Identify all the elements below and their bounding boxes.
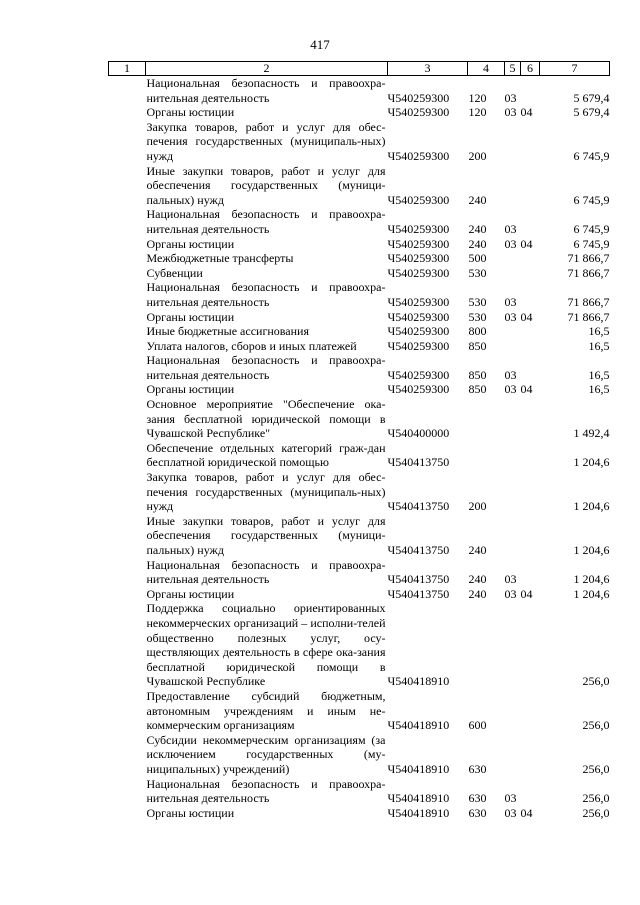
amount: 1 204,6 — [573, 543, 610, 557]
section-code — [505, 164, 521, 208]
row-number-cell — [109, 237, 146, 252]
expense-type: 530 — [468, 309, 487, 324]
expense-type: 120 — [468, 105, 487, 120]
item-name: Обеспечение отдельных категорий граж-дан бесплатной юридической помощью — [146, 440, 386, 470]
row-number-cell — [109, 806, 146, 821]
target-code: Ч540413750 — [387, 586, 450, 601]
subsection-code: 04 — [520, 586, 533, 601]
table-row — [109, 353, 610, 382]
item-name: Иные закупки товаров, работ и услуг для обеспечения государственных (муници-пальных) нужд — [146, 163, 386, 207]
item-name: Субсидии некоммерческим организациям (за исключением государственных (му-ниципальных) учреждений) — [146, 732, 386, 776]
section-code — [505, 601, 521, 689]
target-code: Ч540413750 — [387, 572, 450, 587]
row-number-cell — [109, 164, 146, 208]
row-number-cell — [109, 777, 146, 806]
expense-type: 240 — [468, 236, 487, 251]
target-code: Ч540259300 — [387, 148, 450, 163]
item-name: Национальная безопасность и правоохра-нительная деятельность — [146, 76, 386, 105]
expense-type: 850 — [468, 367, 487, 382]
subsection-code: 04 — [520, 382, 533, 397]
table-row — [109, 382, 610, 397]
item-name: Национальная безопасность и правоохра-нительная деятельность — [146, 557, 386, 587]
item-name: Национальная безопасность и правоохра-нительная деятельность — [146, 207, 386, 236]
amount: 71 866,7 — [567, 309, 610, 324]
target-code: Ч540413750 — [387, 543, 450, 557]
target-code: Ч540259300 — [387, 236, 450, 251]
item-name: Субвенции — [146, 265, 203, 280]
item-name: Национальная безопасность и правоохра-нительная деятельность — [146, 280, 386, 309]
section-code — [505, 397, 521, 441]
expense-type: 530 — [468, 294, 487, 309]
row-number-cell — [109, 353, 146, 382]
subsection-code — [521, 689, 540, 733]
section-code: 03 — [504, 236, 517, 251]
target-code: Ч540259300 — [387, 221, 450, 236]
table-row — [109, 689, 610, 733]
section-code: 03 — [504, 367, 517, 382]
section-code — [505, 266, 521, 281]
row-number-cell — [109, 280, 146, 309]
item-name: Основное мероприятие "Обеспечение ока-зания бесплатной юридической помощи в Чувашской Республике" — [146, 397, 386, 441]
section-code: 03 — [504, 586, 517, 601]
amount: 16,5 — [588, 367, 610, 382]
section-code: 03 — [504, 309, 517, 324]
budget-table — [108, 61, 610, 820]
row-number-cell — [109, 733, 146, 777]
item-name: Иные закупки товаров, работ и услуг для обеспечения государственных (муници-пальных) нужд — [146, 513, 386, 557]
amount: 16,5 — [588, 324, 610, 339]
amount: 1 492,4 — [573, 426, 610, 441]
table-row — [109, 806, 610, 821]
expense-type: 200 — [468, 148, 487, 163]
target-code: Ч540259300 — [387, 338, 450, 353]
section-code: 03 — [504, 791, 517, 806]
expense-type: 200 — [468, 499, 487, 514]
page-number: 417 — [310, 37, 330, 52]
subsection-code — [521, 733, 540, 777]
amount: 1 204,6 — [573, 586, 610, 601]
amount: 16,5 — [588, 382, 610, 397]
item-name: Органы юстиции — [146, 382, 235, 397]
target-code: Ч540418910 — [387, 805, 450, 820]
target-code: Ч540259300 — [387, 251, 450, 266]
expense-type: 500 — [468, 251, 487, 266]
expense-type: 630 — [468, 761, 487, 776]
item-name: Национальная безопасность и правоохра-нительная деятельность — [146, 353, 386, 382]
amount: 71 866,7 — [567, 251, 610, 266]
table-row — [109, 601, 610, 689]
expense-type: 240 — [468, 192, 487, 207]
table-row — [109, 310, 610, 325]
item-name: Закупка товаров, работ и услуг для обес-печения государственных (муниципаль-ных) нужд — [146, 470, 386, 514]
amount: 71 866,7 — [567, 294, 610, 309]
item-name: Органы юстиции — [146, 586, 235, 601]
row-number-cell — [109, 120, 146, 164]
subsection-code — [521, 266, 540, 281]
table-row — [109, 777, 610, 806]
target-code: Ч540418910 — [387, 674, 450, 689]
item-name: Межбюджетные трансферты — [146, 251, 294, 266]
table-header — [109, 62, 610, 76]
item-name: Закупка товаров, работ и услуг для обес-печения государственных (муниципаль-ных) нужд — [146, 119, 386, 163]
subsection-code — [521, 441, 540, 470]
section-code — [505, 324, 521, 339]
target-code: Ч540259300 — [387, 382, 450, 397]
subsection-code — [521, 558, 540, 587]
subsection-code: 04 — [520, 105, 533, 120]
amount: 256,0 — [582, 791, 610, 806]
table-row — [109, 280, 610, 309]
table-row — [109, 587, 610, 602]
row-number-cell — [109, 441, 146, 470]
subsection-code — [521, 470, 540, 514]
subsection-code — [521, 397, 540, 441]
header-col-2: 2 — [146, 62, 388, 76]
table-row — [109, 339, 610, 354]
expense-type: 600 — [468, 718, 487, 733]
section-code — [505, 689, 521, 733]
amount: 6 745,9 — [573, 236, 610, 251]
amount: 256,0 — [582, 718, 610, 733]
amount: 1 204,6 — [573, 455, 610, 470]
subsection-code: 04 — [520, 236, 533, 251]
subsection-code — [521, 280, 540, 309]
amount: 256,0 — [582, 805, 610, 820]
row-number-cell — [109, 470, 146, 514]
row-number-cell — [109, 251, 146, 266]
table-row — [109, 266, 610, 281]
amount: 1 204,6 — [573, 572, 610, 587]
expense-type: 240 — [468, 221, 487, 236]
header-col-5: 5 — [505, 62, 521, 76]
section-code: 03 — [504, 294, 517, 309]
row-number-cell — [109, 587, 146, 602]
expense-type — [468, 441, 505, 470]
amount: 6 745,9 — [573, 221, 610, 236]
table-row — [109, 164, 610, 208]
expense-type: 850 — [468, 338, 487, 353]
row-number-cell — [109, 558, 146, 587]
subsection-code — [521, 207, 540, 236]
amount: 71 866,7 — [567, 265, 610, 280]
table-row — [109, 470, 610, 514]
table-row — [109, 207, 610, 236]
target-code: Ч540418910 — [387, 791, 450, 806]
amount: 6 745,9 — [573, 192, 610, 207]
expense-type: 530 — [468, 265, 487, 280]
expense-type: 240 — [468, 572, 487, 587]
item-name: Органы юстиции — [146, 309, 235, 324]
table-row — [109, 251, 610, 266]
row-number-cell — [109, 105, 146, 120]
item-name: Национальная безопасность и правоохра-нительная деятельность — [146, 776, 386, 806]
table-body — [109, 76, 610, 821]
header-col-3: 3 — [388, 62, 468, 76]
subsection-code: 04 — [520, 805, 533, 820]
header-col-4: 4 — [468, 62, 505, 76]
target-code: Ч540400000 — [387, 426, 450, 441]
target-code: Ч540259300 — [387, 294, 450, 309]
expense-type: 850 — [468, 382, 487, 397]
expense-type: 240 — [468, 586, 487, 601]
row-number-cell — [109, 397, 146, 441]
subsection-code — [521, 353, 540, 382]
expense-type: 630 — [468, 805, 487, 820]
amount: 1 204,6 — [573, 499, 610, 514]
amount: 256,0 — [582, 761, 610, 776]
subsection-code: 04 — [520, 309, 533, 324]
item-name: Иные бюджетные ассигнования — [146, 324, 309, 339]
subsection-code — [521, 251, 540, 266]
item-name: Органы юстиции — [146, 105, 235, 120]
table-row — [109, 397, 610, 441]
amount: 16,5 — [588, 338, 610, 353]
header-col-7: 7 — [540, 62, 610, 76]
table-row — [109, 558, 610, 587]
subsection-code — [521, 120, 540, 164]
row-number-cell — [109, 266, 146, 281]
target-code: Ч540259300 — [387, 265, 450, 280]
target-code: Ч540418910 — [387, 761, 450, 776]
row-number-cell — [109, 324, 146, 339]
table-row — [109, 120, 610, 164]
row-number-cell — [109, 382, 146, 397]
section-code — [505, 441, 521, 470]
expense-type: 800 — [468, 324, 487, 339]
section-code: 03 — [504, 221, 517, 236]
item-name: Органы юстиции — [146, 236, 235, 251]
header-col-6: 6 — [521, 62, 540, 76]
table-row — [109, 733, 610, 777]
target-code: Ч540418910 — [387, 718, 450, 733]
target-code: Ч540413750 — [387, 499, 450, 514]
amount: 5 679,4 — [573, 105, 610, 120]
row-number-cell — [109, 514, 146, 558]
table-row — [109, 105, 610, 120]
section-code — [505, 514, 521, 558]
subsection-code — [521, 601, 540, 689]
row-number-cell — [109, 339, 146, 354]
subsection-code — [521, 339, 540, 354]
target-code: Ч540259300 — [387, 309, 450, 324]
amount: 6 745,9 — [573, 148, 610, 163]
item-name: Органы юстиции — [146, 805, 235, 820]
item-name: Уплата налогов, сборов и иных платежей — [146, 338, 357, 353]
expense-type — [468, 397, 505, 441]
table-row — [109, 324, 610, 339]
expense-type: 240 — [468, 543, 487, 557]
section-code: 03 — [504, 90, 517, 105]
table-row — [109, 237, 610, 252]
header-col-1: 1 — [109, 62, 146, 76]
section-code: 03 — [504, 105, 517, 120]
subsection-code — [521, 514, 540, 558]
item-name: Поддержка социально ориентированных некоммерческих организаций – исполни-телей общественно полезных услуг, осу-ществляющих деятельность в сфере ока-зания бесплатной юридической помощи в Чувашской Республике — [146, 601, 386, 689]
row-number-cell — [109, 207, 146, 236]
expense-type: 120 — [468, 90, 487, 105]
row-number-cell — [109, 310, 146, 325]
section-code: 03 — [504, 572, 517, 587]
row-number-cell — [109, 689, 146, 733]
amount: 256,0 — [582, 674, 610, 689]
row-number-cell — [109, 601, 146, 689]
section-code: 03 — [504, 805, 517, 820]
target-code: Ч540413750 — [387, 455, 450, 470]
target-code: Ч540259300 — [387, 192, 450, 207]
expense-type: 630 — [468, 791, 487, 806]
section-code — [505, 120, 521, 164]
subsection-code — [521, 164, 540, 208]
subsection-code — [521, 76, 540, 106]
target-code: Ч540259300 — [387, 367, 450, 382]
section-code — [505, 733, 521, 777]
item-name: Предоставление субсидий бюджетным, автономным учреждениям и иным не-коммерческим организациям — [146, 688, 386, 733]
section-code — [505, 470, 521, 514]
table-row — [109, 76, 610, 106]
table-row — [109, 441, 610, 470]
section-code — [505, 339, 521, 354]
target-code: Ч540259300 — [387, 324, 450, 339]
target-code: Ч540259300 — [387, 90, 450, 105]
target-code: Ч540259300 — [387, 105, 450, 120]
subsection-code — [521, 324, 540, 339]
expense-type — [468, 601, 505, 689]
section-code — [505, 251, 521, 266]
row-number-cell — [109, 76, 146, 106]
section-code: 03 — [504, 382, 517, 397]
table-row — [109, 514, 610, 558]
subsection-code — [521, 777, 540, 806]
amount: 5 679,4 — [573, 90, 610, 105]
